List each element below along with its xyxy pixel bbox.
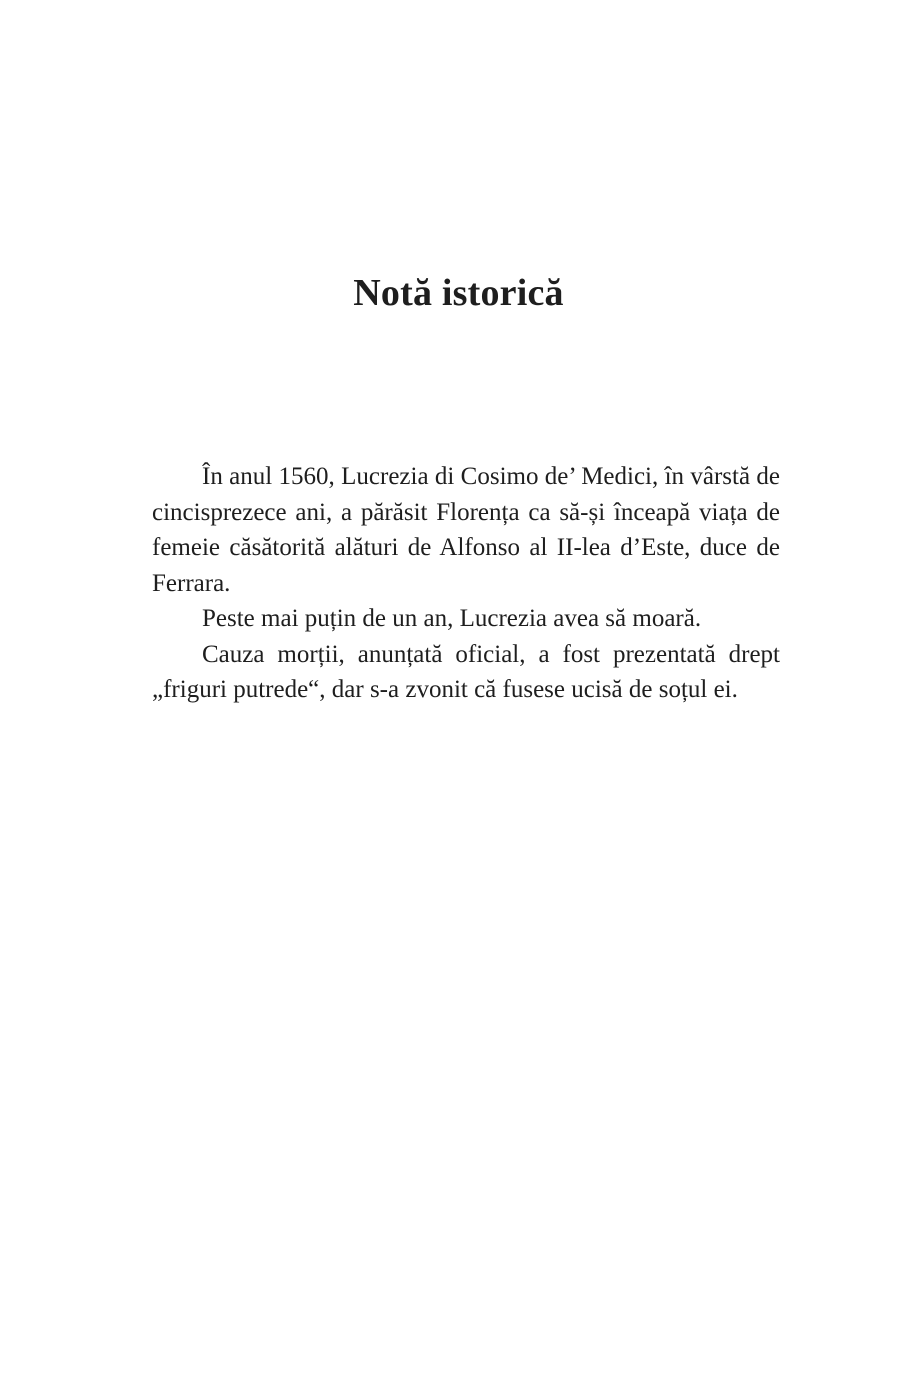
paragraph-1: În anul 1560, Lucrezia di Cosimo de’ Medici, în vârstă de cincisprezece ani, a părăsit Florența ca să-și înceapă viața de femeie căsătorită alături de Alfonso al II-lea d’Este, duce de Ferrara. [152, 463, 780, 597]
page-title: Notă istorică [353, 272, 564, 314]
historical-note-body [152, 459, 780, 708]
paragraph-2: Peste mai puțin de un an, Lucrezia avea să moară. [202, 605, 702, 632]
paragraph-3: Cauza morții, anunțată oficial, a fost prezentată drept „friguri putrede“, dar s-a zvonit că fusese ucisă de soțul ei. [152, 640, 780, 703]
